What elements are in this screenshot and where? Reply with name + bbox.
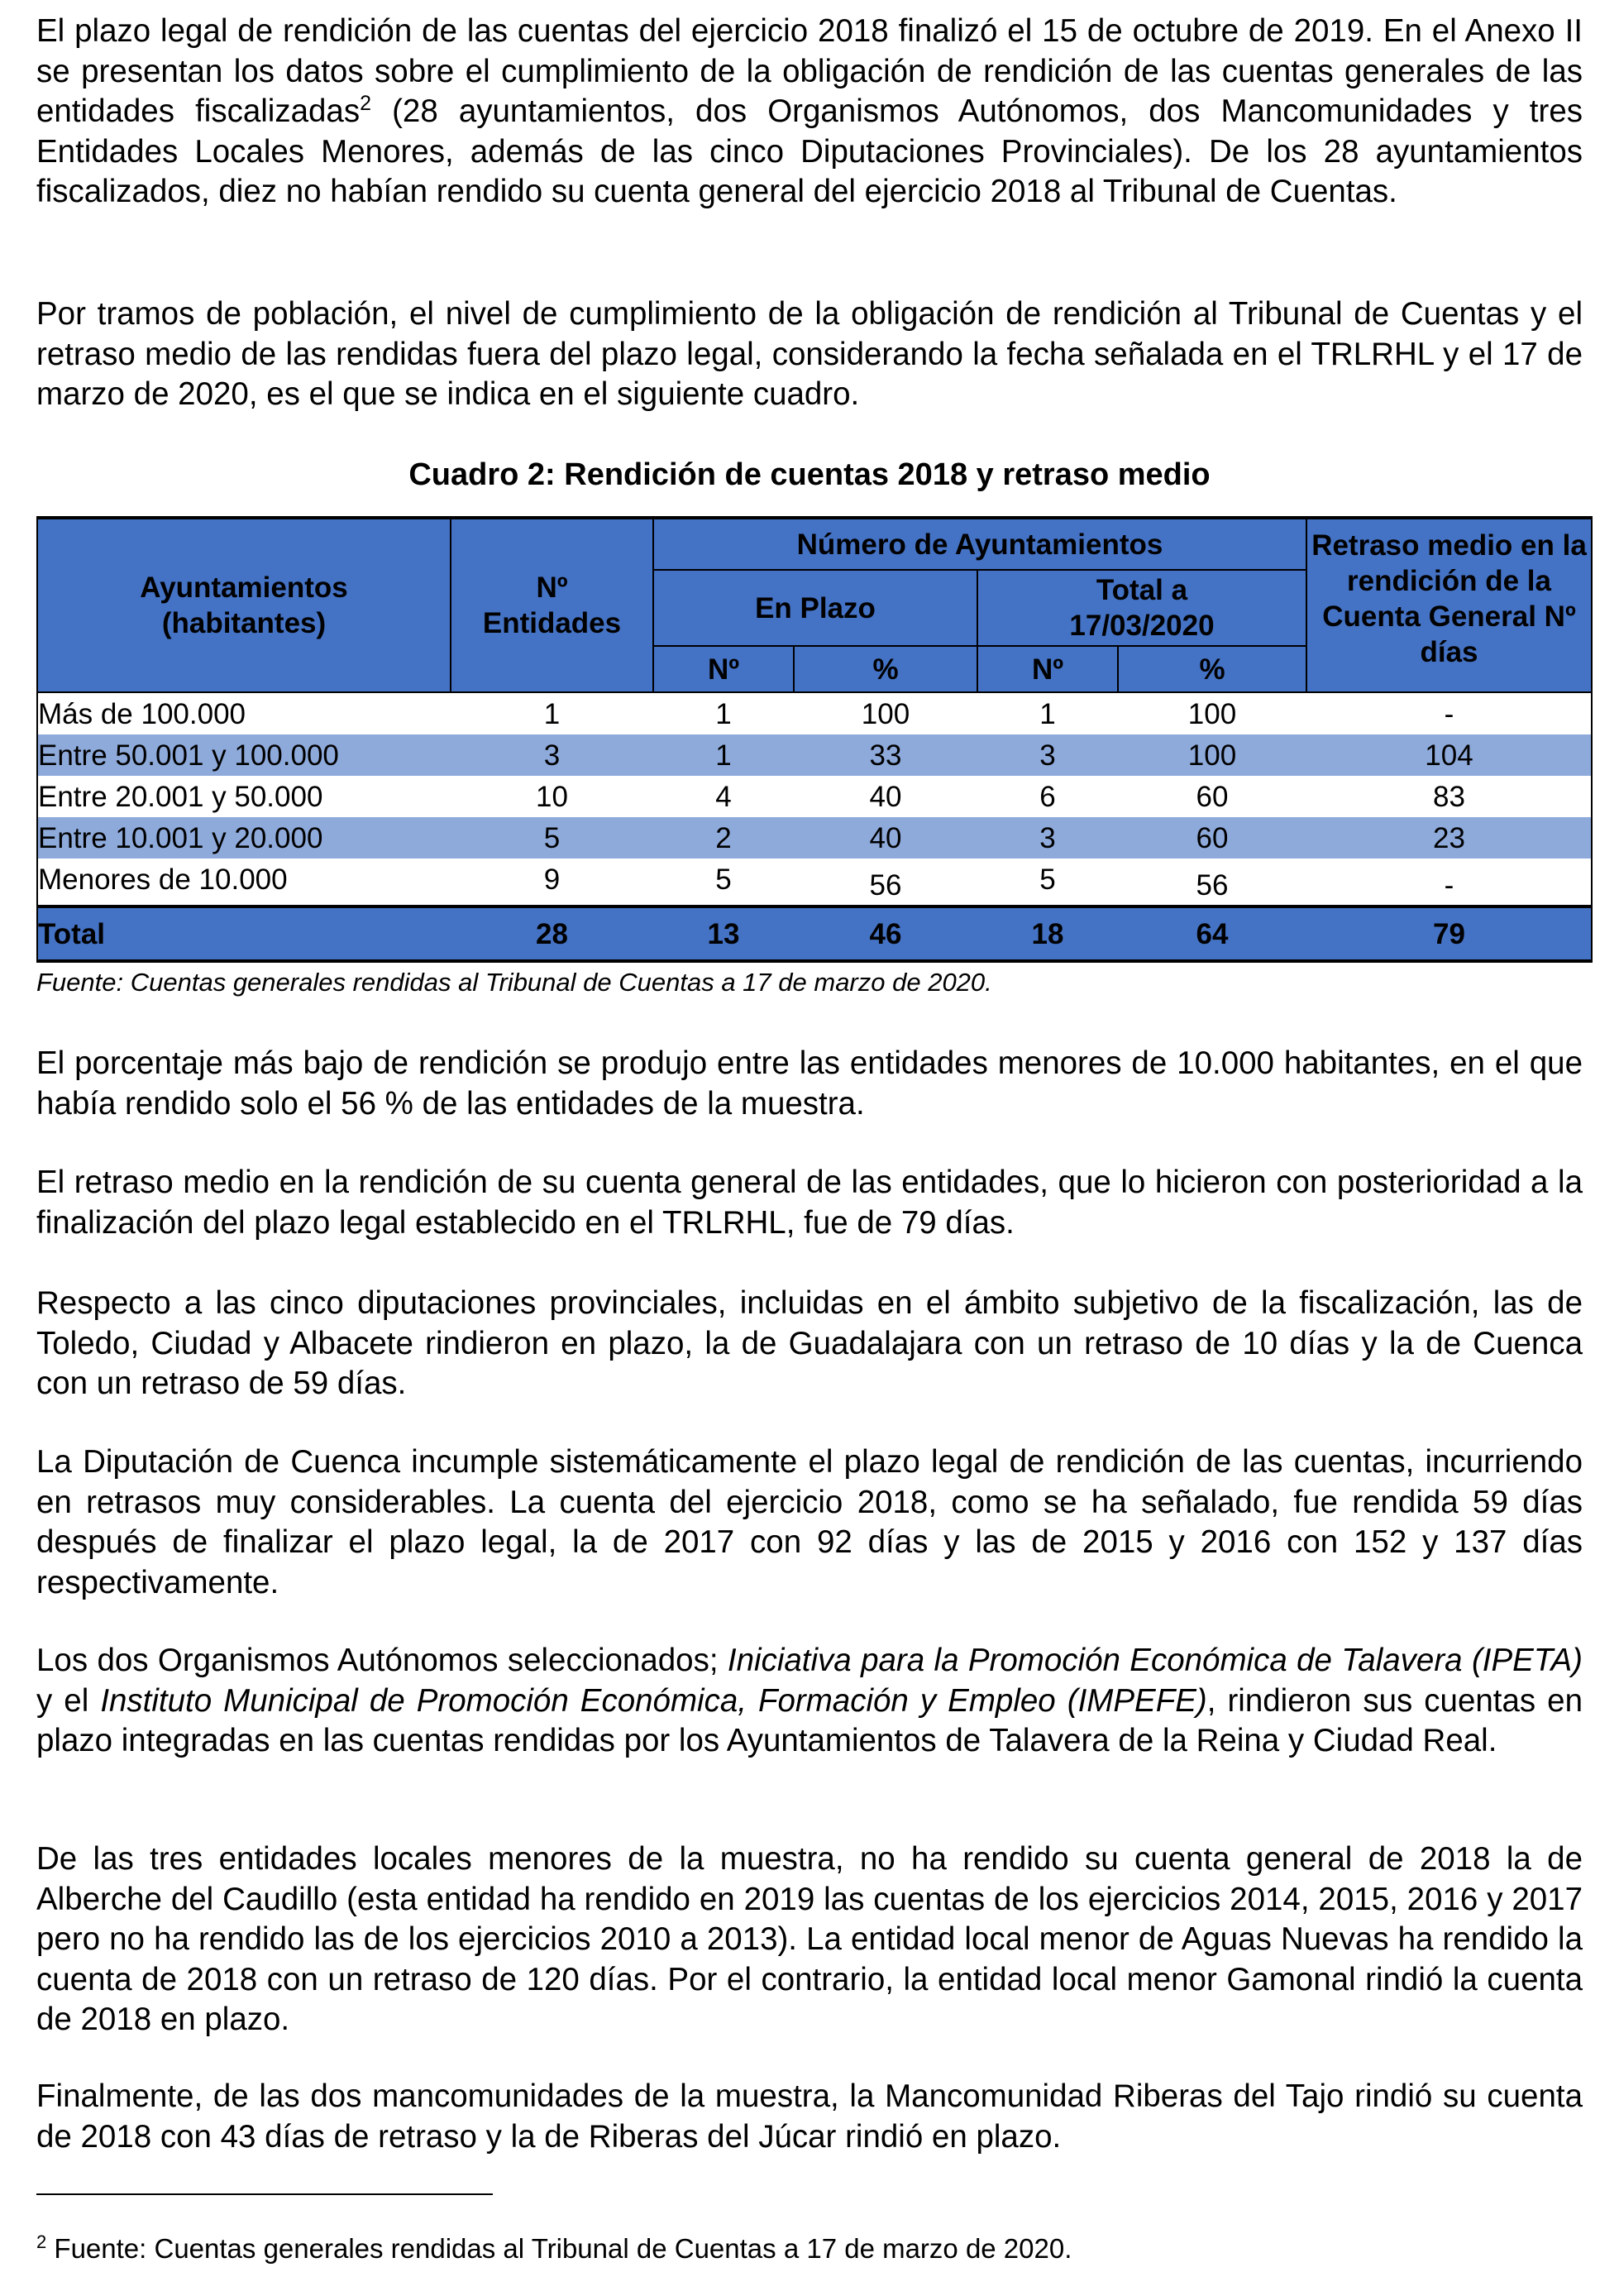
total-total-porcentaje: 64 [1119,908,1306,959]
row-entidades: 3 [543,739,561,772]
row-retraso: 83 [1433,780,1465,813]
row-retraso: 104 [1425,739,1473,772]
header-label: Retraso medio en la rendición de la Cuenta General Nº días [1311,529,1587,668]
paragraph-diputaciones: Respecto a las cinco diputaciones provinciales, incluidas en el ámbito subjetivo de la fiscalización, las de Toledo, Ciudad y Albacete rindieron en plazo, la de Guadalajara con un retraso de 10 días y la de Cuenca con un retraso de 59 días. [36,1285,1583,1401]
row-plazo-porcentaje: 56 [869,868,902,902]
rendicion-table [36,516,1593,963]
row-total-porcentaje: 60 [1196,821,1229,854]
header-total-numero: Nº [978,647,1117,691]
table-title: Cuadro 2: Rendición de cuentas 2018 y retraso medio [408,457,1211,492]
row-total-porcentaje: 56 [1196,868,1229,902]
footnote-reference[interactable]: 2 [360,92,371,116]
paragraph-text: Los dos Organismos Autónomos seleccionados; [36,1643,728,1678]
row-retraso: - [1444,697,1454,730]
total-entidades: 28 [451,908,652,959]
footnote [36,2231,1072,2266]
row-plazo-porcentaje: 40 [869,780,902,813]
paragraph-entidades-locales-menores: De las tres entidades locales menores de la muestra, no ha rendido su cuenta general de 2018 la de Alberche del Caudillo (esta entidad ha rendido en 2019 las cuentas de los ejercicios 2014, 2015, 2016 y 2017 pero no ha rendido las de los ejercicios 2010 a 2013). La entidad local menor de Aguas Nuevas ha rendido la cuenta de 2018 con un retraso de 120 días. Por el contrario, la entidad local menor Gamonal rindió la cuenta de 2018 en plazo. [36,1841,1583,2037]
header-label: Ayuntamientos (habitantes) [140,572,348,639]
row-total-porcentaje: 60 [1196,780,1229,813]
header-en-plazo: En Plazo [654,571,977,645]
row-plazo-porcentaje: 33 [869,739,902,772]
footnote-text: Fuente: Cuentas generales rendidas al Tribunal de Cuentas a 17 de marzo de 2020. [46,2233,1072,2264]
paragraph-text: y el [36,1682,101,1719]
paragraph-text: , rindieron sus cuentas en plazo integradas en las cuentas rendidas por los Ayuntamientos de Talavera de la Reina y Ciudad Real. [36,1682,1583,1758]
total-plazo-porcentaje: 46 [795,908,977,959]
table-source: Fuente: Cuentas generales rendidas al Tribunal de Cuentas a 17 de marzo de 2020. [36,968,992,997]
paragraph-organismos-autonomos [36,1641,1583,1762]
row-plazo-numero: 1 [715,739,732,772]
row-entidades: 5 [543,821,561,854]
organism-name-impefe: Instituto Municipal de Promoción Económica, Formación y Empleo (IMPEFE) [100,1682,1207,1719]
paragraph-text: (28 ayuntamientos, dos Organismos Autónomos, dos Mancomunidades y tres Entidades Locales Menores, además de las cinco Diputaciones Provinciales). De los 28 ayuntamientos fiscalizados, diez no habían rendido su cuenta general del ejercicio 2018 al Tribunal de Cuentas. [36,93,1583,209]
paragraph-text: El plazo legal de rendición de las cuentas del ejercicio 2018 finalizó el 15 de octubre de 2019. En el Anexo II se presentan los datos sobre el cumplimiento de la obligación de rendición de las cuentas generales de las entidades fiscalizadas [36,13,1583,129]
header-retraso-medio [1307,519,1591,691]
row-total-numero: 3 [1039,739,1056,772]
header-label: Total a 17/03/2020 [1069,574,1215,642]
row-label: Menores de 10.000 [38,863,288,896]
row-total-numero: 1 [1039,697,1056,730]
header-plazo-porcentaje: % [795,647,977,691]
header-total-porcentaje: % [1119,647,1306,691]
row-total-porcentaje: 100 [1187,697,1237,730]
footnote-separator [36,2193,493,2195]
row-plazo-numero: 5 [715,863,732,896]
total-plazo-numero: 13 [654,908,793,959]
total-retraso: 79 [1307,908,1591,959]
row-label: Entre 10.001 y 20.000 [38,821,323,854]
row-entidades: 9 [543,863,561,896]
paragraph-retraso-medio: El retraso medio en la rendición de su cuenta general de las entidades, que lo hicieron con posterioridad a la finalización del plazo legal establecido en el TRLRHL, fue de 79 días. [36,1165,1583,1241]
row-retraso: - [1444,868,1454,902]
header-plazo-numero: Nº [654,647,793,691]
total-total-numero: 18 [978,908,1117,959]
paragraph-porcentaje-bajo: El porcentaje más bajo de rendición se produjo entre las entidades menores de 10.000 habitantes, en el que había rendido solo el 56 % de las entidades de la muestra. [36,1045,1583,1122]
row-entidades: 10 [536,780,568,813]
paragraph-diputacion-cuenca: La Diputación de Cuenca incumple sistemáticamente el plazo legal de rendición de las cuentas, incurriendo en retrasos muy considerables. La cuenta del ejercicio 2018, como se ha señalado, fue rendida 59 días después de finalizar el plazo legal, la de 2017 con 92 días y las de 2015 y 2016 con 152 y 137 días respectivamente. [36,1444,1583,1600]
row-entidades: 1 [543,697,561,730]
paragraph-plazo-legal [36,12,1583,213]
header-ayuntamientos [38,519,450,691]
row-label: Entre 50.001 y 100.000 [38,739,339,772]
row-plazo-numero: 4 [715,780,732,813]
row-plazo-porcentaje: 100 [861,697,910,730]
row-total-numero: 6 [1039,780,1056,813]
header-total-a [978,571,1306,645]
row-label: Entre 20.001 y 50.000 [38,780,323,813]
paragraph-mancomunidades: Finalmente, de las dos mancomunidades de la muestra, la Mancomunidad Riberas del Tajo rindió su cuenta de 2018 con 43 días de retraso y la de Riberas del Júcar rindió en plazo. [36,2078,1583,2155]
row-plazo-numero: 2 [715,821,732,854]
row-plazo-numero: 1 [715,697,732,730]
header-numero-ayuntamientos: Número de Ayuntamientos [654,519,1306,569]
paragraph-tramos-poblacion: Por tramos de población, el nivel de cumplimiento de la obligación de rendición al Tribunal de Cuentas y el retraso medio de las rendidas fuera del plazo legal, considerando la fecha señalada en el TRLRHL y el 17 de marzo de 2020, es el que se indica en el siguiente cuadro. [36,296,1583,412]
row-total-porcentaje: 100 [1187,739,1237,772]
header-label: Nº Entidades [482,572,622,639]
row-total-numero: 3 [1039,821,1056,854]
organism-name-ipeta: Iniciativa para la Promoción Económica de Talavera (IPETA) [727,1643,1583,1678]
row-plazo-porcentaje: 40 [869,821,902,854]
row-label: Más de 100.000 [38,697,246,730]
row-retraso: 23 [1433,821,1465,854]
row-total-numero: 5 [1039,863,1056,896]
footnote-mark: 2 [36,2231,47,2252]
header-entidades [451,519,652,691]
total-label: Total [38,908,450,959]
